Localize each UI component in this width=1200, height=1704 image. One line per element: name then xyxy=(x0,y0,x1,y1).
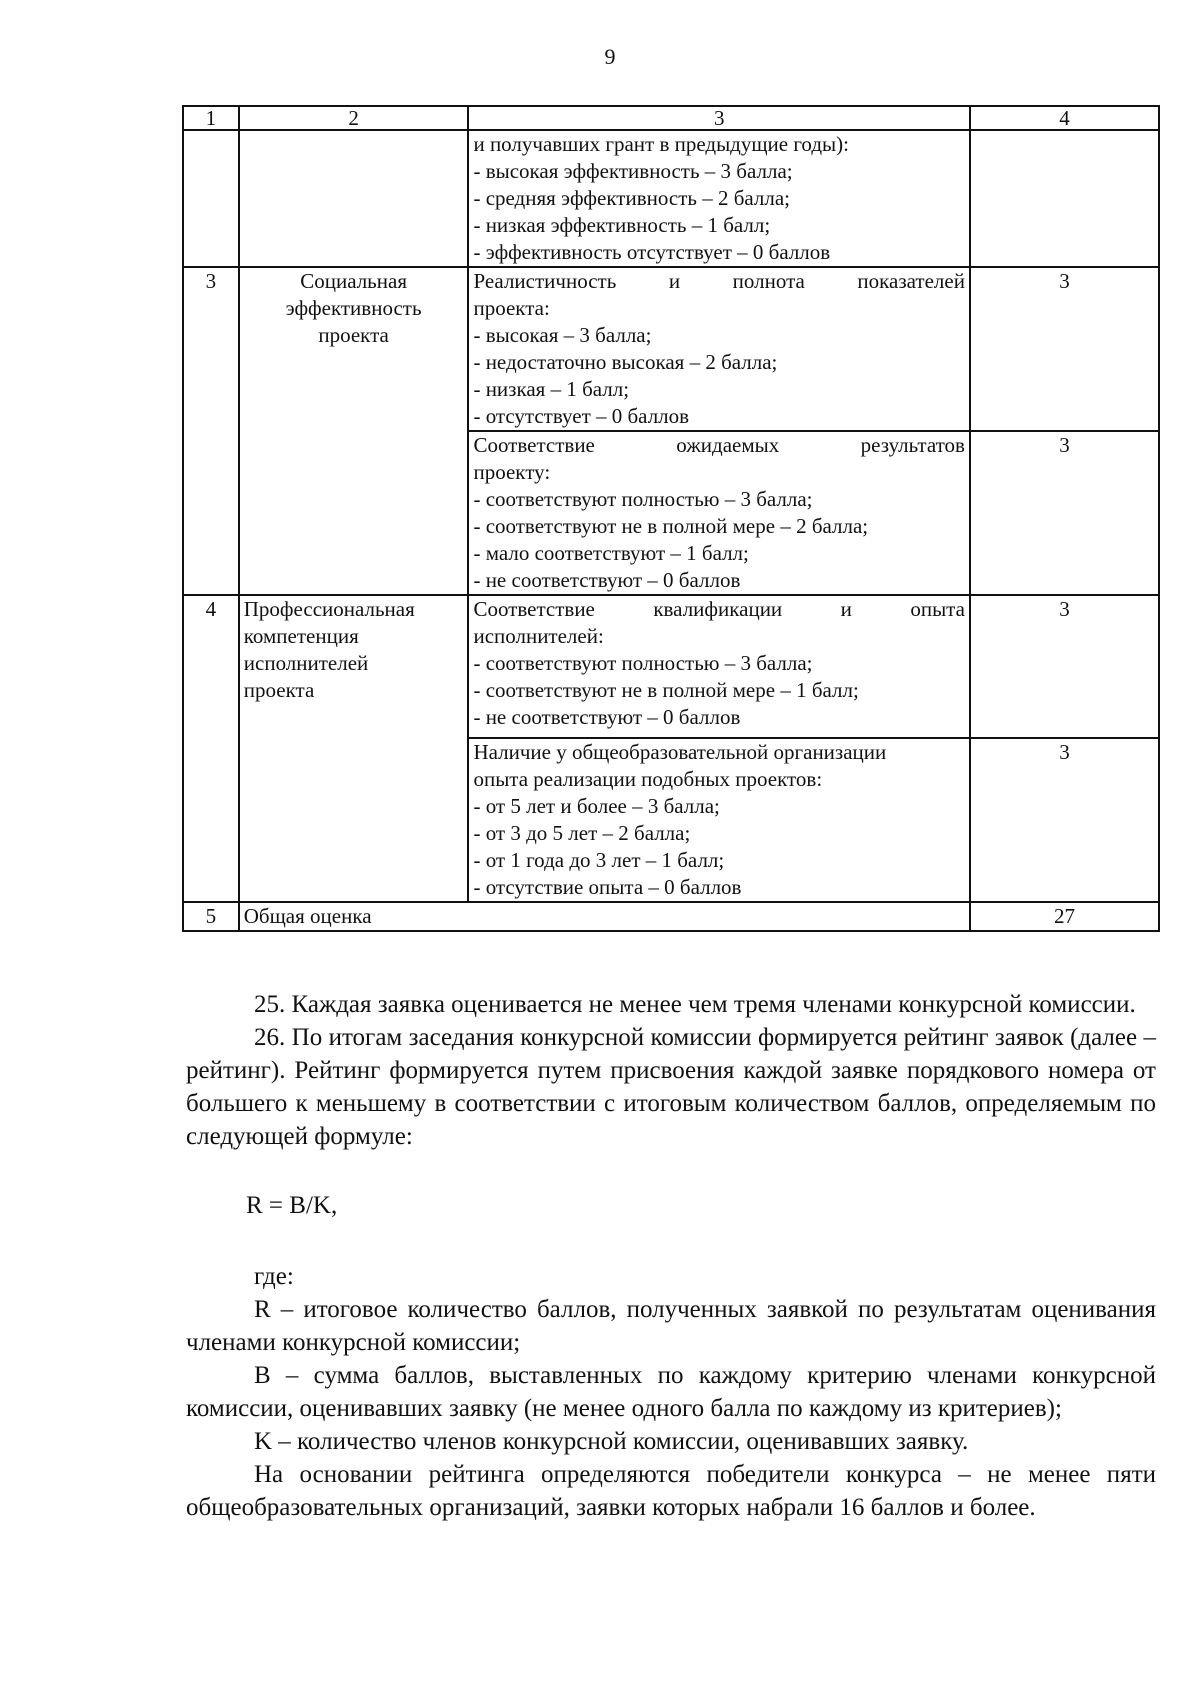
header-cell-4: 4 xyxy=(970,106,1159,130)
criteria-line: Наличие у общеобразовательной организации xyxy=(473,740,887,764)
criteria-line: - высокая – 3 балла; xyxy=(473,323,652,347)
rating-formula: R = B/K, xyxy=(246,1192,338,1219)
paragraph-25: 25. Каждая заявка оценивается не менее чем тремя членами конкурсной комиссии. xyxy=(254,991,1136,1018)
criterion-name-line: проекта xyxy=(243,678,315,702)
criteria-line: - соответствуют полностью – 3 балла; xyxy=(473,651,813,675)
definition-r: R – итоговое количество баллов, полученных заявкой по результатам оценивания членами конкурсной комиссии; xyxy=(186,1296,1156,1356)
header-cell-3: 3 xyxy=(468,106,970,130)
table-row-continued xyxy=(183,130,1159,267)
criteria-line: Соответствие квалификации и опыта xyxy=(473,597,965,621)
table-row-3 xyxy=(183,267,1159,431)
criterion-name-line: исполнителей xyxy=(243,651,369,675)
table-header-row xyxy=(183,106,1159,130)
table-row-4 xyxy=(183,595,1159,738)
where-label: где: xyxy=(254,1263,294,1290)
criteria-line: - от 3 до 5 лет – 2 балла; xyxy=(473,821,691,845)
score-cell: 3 xyxy=(970,595,1159,738)
row-number: 4 xyxy=(183,595,239,902)
cont-criteria-cell xyxy=(468,130,970,267)
criteria-line: - соответствуют полностью – 3 балла; xyxy=(473,487,813,511)
score-cell: 3 xyxy=(970,267,1159,431)
criteria-line: - от 1 года до 3 лет – 1 балл; xyxy=(473,848,725,872)
score-cell: 3 xyxy=(970,738,1159,902)
definition-k: K – количество членов конкурсной комиссии, оценивавших заявку. xyxy=(254,1428,969,1455)
row-number: 5 xyxy=(183,902,239,931)
paragraph-26: 26. По итогам заседания конкурсной комиссии формируется рейтинг заявок (далее – рейтинг). Рейтинг формируется путем присвоения каждой заявке порядкового номера от большего к меньшему в соответствии с итоговым количеством баллов, определяемым по следующей формуле: xyxy=(186,1024,1156,1150)
score-cell: 3 xyxy=(970,431,1159,595)
cont-score-cell xyxy=(970,130,1159,267)
criteria-line: - не соответствуют – 0 баллов xyxy=(473,568,741,592)
body-text xyxy=(186,988,1156,1524)
criterion-name-line: Профессиональная xyxy=(243,597,415,621)
definition-b: B – сумма баллов, выставленных по каждому критерию членами конкурсной комиссии, оценивавших заявку (не менее одного балла по каждому из критериев); xyxy=(186,1362,1156,1422)
criteria-line: - низкая эффективность – 1 балл; xyxy=(473,213,771,237)
criteria-cell xyxy=(468,431,970,595)
criteria-line: Соответствие ожидаемых результатов xyxy=(473,433,965,457)
page-number: 9 xyxy=(604,44,616,69)
criterion-name xyxy=(239,595,469,902)
cont-name-cell xyxy=(239,130,469,267)
winners-paragraph: На основании рейтинга определяются победители конкурса – не менее пяти общеобразовательных организаций, заявки которых набрали 16 баллов и более. xyxy=(186,1461,1156,1521)
row-number: 3 xyxy=(183,267,239,595)
criteria-line: - высокая эффективность – 3 балла; xyxy=(473,159,793,183)
criteria-line: опыта реализации подобных проектов: xyxy=(473,767,823,791)
criterion-name-line: эффективность xyxy=(285,296,422,320)
criteria-line: - средняя эффективность – 2 балла; xyxy=(473,186,791,210)
table-total-row xyxy=(183,902,1159,931)
criterion-name-line: компетенция xyxy=(243,624,359,648)
criterion-name xyxy=(239,267,469,595)
criteria-table xyxy=(182,105,1160,932)
cont-num-cell xyxy=(183,130,239,267)
criterion-name-line: Социальная xyxy=(300,269,407,293)
criteria-line: - недостаточно высокая – 2 балла; xyxy=(473,350,778,374)
criteria-line: и получавших грант в предыдущие годы): xyxy=(473,132,849,156)
criteria-line: - от 5 лет и более – 3 балла; xyxy=(473,794,720,818)
criteria-line: - не соответствуют – 0 баллов xyxy=(473,705,741,729)
criteria-line: - мало соответствуют – 1 балл; xyxy=(473,541,749,565)
total-score: 27 xyxy=(970,902,1159,931)
total-label: Общая оценка xyxy=(239,902,970,931)
criteria-cell xyxy=(468,738,970,902)
criteria-line: - эффективность отсутствует – 0 баллов xyxy=(473,240,831,264)
criteria-cell xyxy=(468,267,970,431)
criteria-line: проекту: xyxy=(473,460,551,484)
header-cell-1: 1 xyxy=(183,106,239,130)
criteria-line: Реалистичность и полнота показателей xyxy=(473,269,965,293)
criteria-line: исполнителей: xyxy=(473,624,604,648)
criteria-line: - отсутствие опыта – 0 баллов xyxy=(473,875,742,899)
header-cell-2: 2 xyxy=(239,106,469,130)
criteria-cell xyxy=(468,595,970,738)
criteria-line: проекта: xyxy=(473,296,550,320)
criteria-line: - низкая – 1 балл; xyxy=(473,377,630,401)
criteria-line: - отсутствует – 0 баллов xyxy=(473,404,690,428)
criterion-name-line: проекта xyxy=(318,323,389,347)
criteria-line: - соответствуют не в полной мере – 1 балл; xyxy=(473,678,859,702)
criteria-line: - соответствуют не в полной мере – 2 балла; xyxy=(473,514,869,538)
